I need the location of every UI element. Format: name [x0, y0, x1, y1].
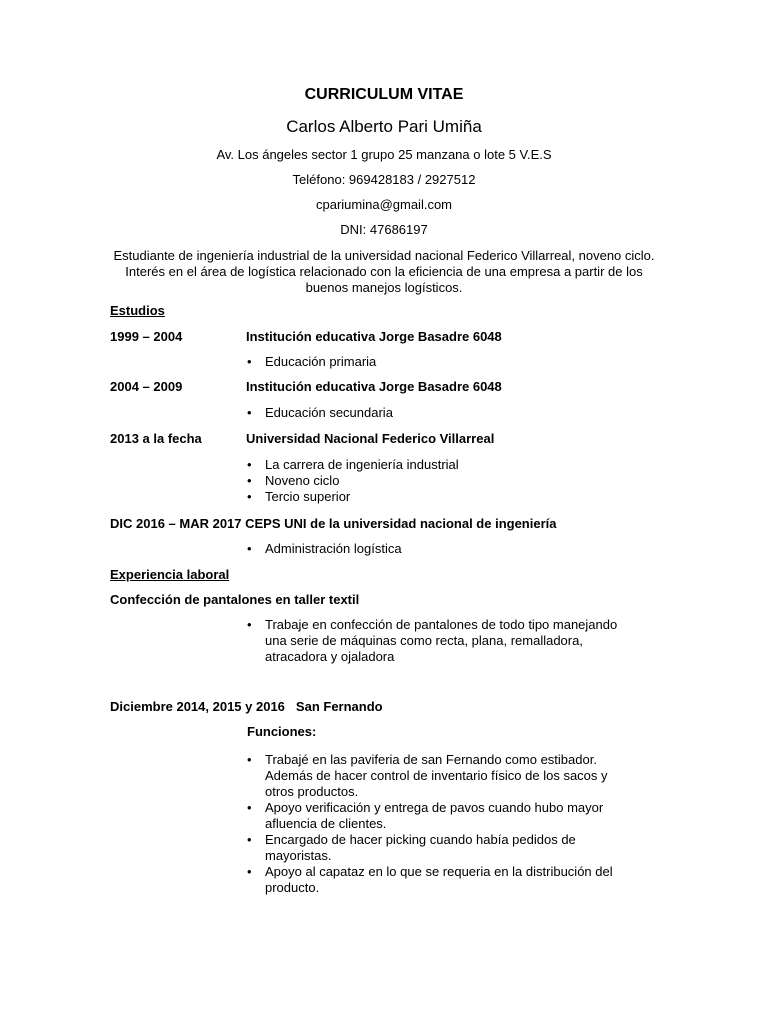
experience-heading: Experiencia laboral — [110, 567, 230, 582]
list-item: • Apoyo al capataz en lo que se requeria en la distribución del producto. — [247, 864, 637, 896]
job-title-1: Confección de pantalones en taller textil — [110, 592, 360, 607]
list-item: • Educación secundaria — [247, 405, 393, 421]
functions-label: Funciones: — [247, 724, 317, 739]
document-title: CURRICULUM VITAE — [304, 86, 464, 103]
study-institution: Institución educativa Jorge Basadre 6048 — [246, 379, 502, 394]
dni: DNI: 47686197 — [340, 222, 428, 237]
study-entry-3 — [110, 431, 494, 446]
study-entry-2 — [110, 379, 502, 394]
job-place: San Fernando — [295, 699, 383, 714]
list-item: • Apoyo verificación y entrega de pavos cuando hubo mayor afluencia de clientes. — [247, 800, 637, 832]
list-item: • Tercio superior — [247, 489, 459, 505]
ceps-items — [247, 541, 402, 557]
list-item: • Trabaje en confección de pantalones de todo tipo manejando una serie de máquinas como recta, plana, remalladora, atracadora y ojaladora — [247, 617, 637, 665]
address: Av. Los ángeles sector 1 grupo 25 manzana o lote 5 V.E.S — [216, 147, 552, 162]
job-period: Diciembre 2014, 2015 y 2016 — [110, 699, 285, 714]
job-period-2 — [110, 699, 383, 714]
list-item: • Noveno ciclo — [247, 473, 459, 489]
study-period: 2013 a la fecha — [110, 431, 202, 446]
study-items-1 — [247, 354, 376, 370]
profile-summary: Estudiante de ingeniería industrial de la universidad nacional Federico Villarreal, noveno ciclo. Interés en el área de logística relacionado con la eficiencia de una empresa a partir de los buenos manejos logísticos. — [113, 248, 655, 295]
study-entry-1 — [110, 329, 502, 344]
studies-heading: Estudios — [110, 303, 165, 318]
job-items-1 — [247, 617, 637, 665]
ceps-course-line: DIC 2016 – MAR 2017 CEPS UNI de la universidad nacional de ingeniería — [110, 516, 557, 531]
list-item: • Administración logística — [247, 541, 402, 557]
list-item: • Encargado de hacer picking cuando había pedidos de mayoristas. — [247, 832, 637, 864]
list-item: • La carrera de ingeniería industrial — [247, 457, 459, 473]
email: cpariumina@gmail.com — [315, 197, 453, 212]
candidate-name: Carlos Alberto Pari Umiña — [286, 117, 482, 136]
list-item: • Trabajé en las paviferia de san Fernando como estibador. Además de hacer control de inventario físico de los sacos y otros productos. — [247, 752, 637, 800]
list-item: • Educación primaria — [247, 354, 376, 370]
phone: Teléfono: 969428183 / 2927512 — [292, 172, 476, 187]
study-institution: Institución educativa Jorge Basadre 6048 — [246, 329, 502, 344]
study-institution: Universidad Nacional Federico Villarreal — [246, 431, 495, 446]
study-items-3 — [247, 457, 459, 505]
study-period: 2004 – 2009 — [110, 379, 183, 394]
study-items-2 — [247, 405, 393, 421]
job-items-2 — [247, 752, 637, 896]
study-period: 1999 – 2004 — [110, 329, 183, 344]
